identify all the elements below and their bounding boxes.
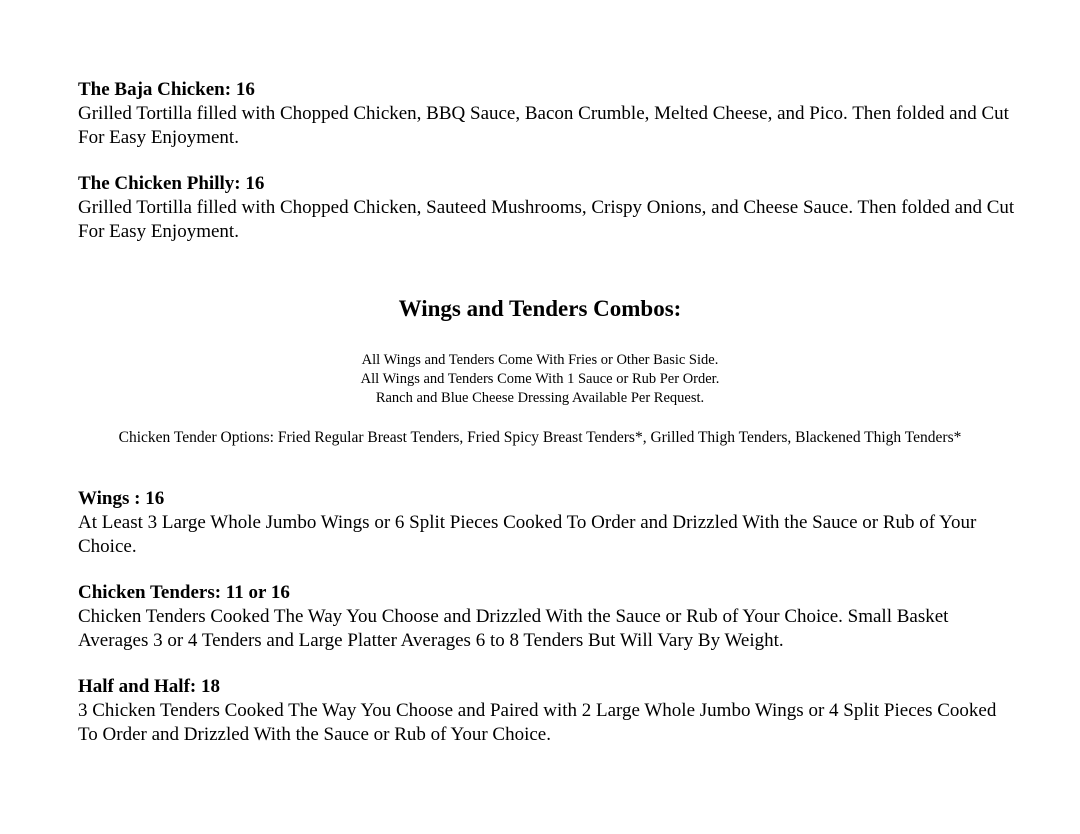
menu-item-title: The Chicken Philly: 16	[78, 173, 265, 194]
menu-item-baja-chicken	[78, 78, 1018, 149]
menu-item-description: 3 Chicken Tenders Cooked The Way You Choose and Paired with 2 Large Whole Jumbo Wings or 4 Split Pieces Cooked To Order and Drizzled With the Sauce or Rub of Your Choice.	[78, 700, 997, 745]
menu-item-title: Chicken Tenders: 11 or 16	[78, 582, 290, 603]
menu-item-title: Half and Half: 18	[78, 676, 220, 697]
menu-item-half-and-half	[78, 675, 1018, 746]
menu-item-description: At Least 3 Large Whole Jumbo Wings or 6 Split Pieces Cooked To Order and Drizzled With the Sauce or Rub of Your Choice.	[78, 512, 977, 557]
menu-item-title: The Baja Chicken: 16	[78, 79, 255, 100]
menu-item-description: Grilled Tortilla filled with Chopped Chicken, Sauteed Mushrooms, Crispy Onions, and Cheese Sauce. Then folded and Cut For Easy Enjoyment.	[78, 197, 1015, 242]
note-line: Ranch and Blue Cheese Dressing Available Per Request.	[375, 390, 705, 407]
menu-item-chicken-tenders	[78, 581, 1018, 652]
section-notes	[0, 351, 1080, 409]
tender-options-note: Chicken Tender Options: Fried Regular Breast Tenders, Fried Spicy Breast Tenders*, Grilled Thigh Tenders, Blackened Thigh Tenders*	[118, 429, 962, 446]
note-line: All Wings and Tenders Come With 1 Sauce or Rub Per Order.	[360, 371, 720, 388]
menu-item-description: Grilled Tortilla filled with Chopped Chicken, BBQ Sauce, Bacon Crumble, Melted Cheese, and Pico. Then folded and Cut For Easy Enjoyment.	[78, 103, 1009, 148]
note-line: All Wings and Tenders Come With Fries or Other Basic Side.	[361, 352, 719, 368]
menu-item-wings	[78, 487, 1018, 558]
menu-item-chicken-philly	[78, 172, 1018, 243]
section-heading: Wings and Tenders Combos:	[398, 296, 682, 321]
menu-item-description: Chicken Tenders Cooked The Way You Choose and Drizzled With the Sauce or Rub of Your Choice. Small Basket Averages 3 or 4 Tenders and Large Platter Averages 6 to 8 Tenders But Will Vary By Weight.	[78, 606, 949, 651]
menu-item-title: Wings : 16	[78, 488, 165, 509]
